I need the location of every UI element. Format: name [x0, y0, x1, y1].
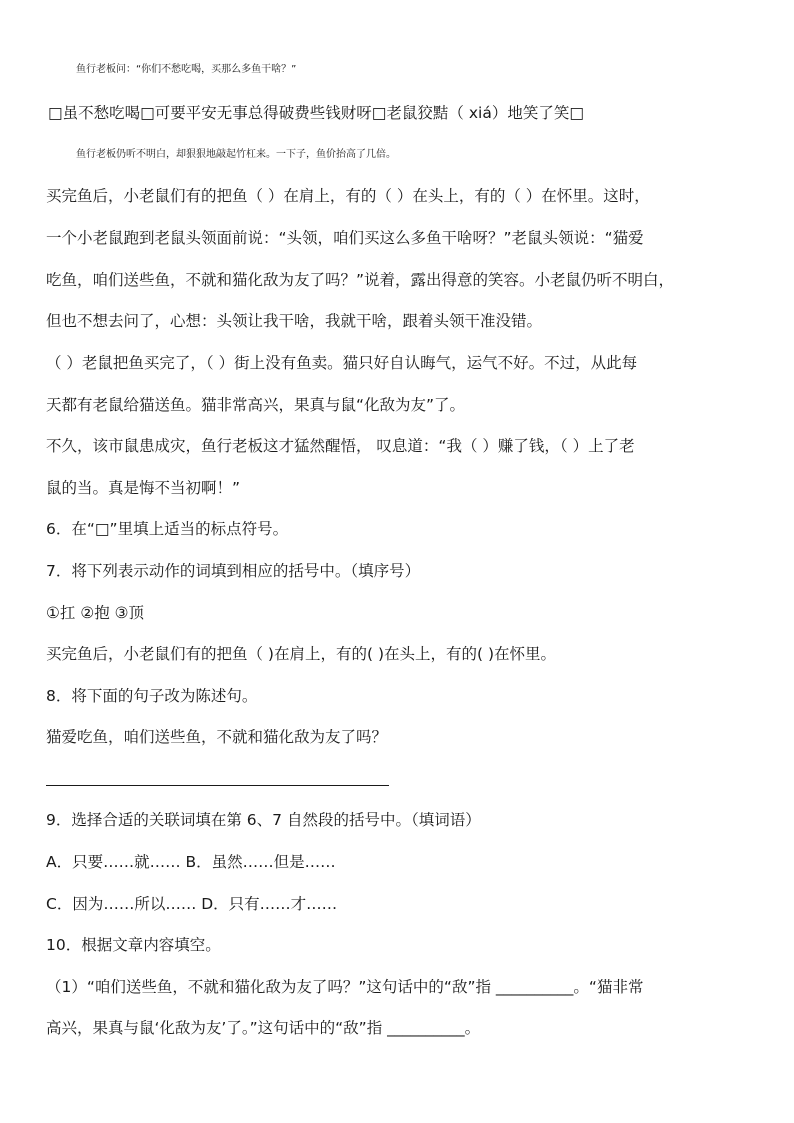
question-10-1-line-2: 高兴，果真与鼠‘化敌为友’了。”这句话中的“敌”指 __________。 — [46, 1019, 481, 1037]
passage-paragraph-5-line-1: （ ）老鼠把鱼买完了，（ ）街上没有鱼卖。猫只好自认晦气，运气不好。不过，从此每 — [46, 354, 638, 372]
passage-paragraph-4-line-1: 买完鱼后，小老鼠们有的把鱼（ ）在肩上，有的（ ）在头上，有的（ ）在怀里。这时， — [46, 187, 650, 205]
passage-paragraph-5-line-2: 天都有老鼠给猫送鱼。猫非常高兴，果真与鼠“化敌为友”了。 — [46, 396, 466, 414]
question-7-sentence: 买完鱼后，小老鼠们有的把鱼（ )在肩上，有的( )在头上，有的( )在怀里。 — [46, 645, 557, 663]
question-10: 10．根据文章内容填空。 — [46, 936, 221, 954]
question-9-options-ab: A．只要……就…… B．虽然……但是…… — [46, 853, 336, 871]
passage-paragraph-4-line-4: 但也不想去问了，心想：头领让我干啥，我就干啥，跟着头领干准没错。 — [46, 312, 543, 330]
passage-paragraph-price-raise: 鱼行老板仍听不明白，却狠狠地敲起竹杠来。一下子，鱼价抬高了几倍。 — [76, 149, 396, 160]
question-7-options: ①扛 ②抱 ③顶 — [46, 604, 145, 622]
passage-paragraph-punctuation-blanks: □虽不愁吃喝□可要平安无事总得破费些钱财呀□老鼠狡黠（ xiá）地笑了笑□ — [48, 104, 584, 122]
answer-line — [46, 785, 389, 786]
question-8: 8．将下面的句子改为陈述句。 — [46, 687, 258, 705]
passage-paragraph-4-line-2: 一个小老鼠跑到老鼠头领面前说：“头领，咱们买这么多鱼干啥呀？”老鼠头领说：“猫爱 — [46, 229, 644, 247]
question-9-options-cd: C．因为……所以…… D．只有……才…… — [46, 895, 338, 913]
question-9: 9．选择合适的关联词填在第 6、7 自然段的括号中。（填词语） — [46, 811, 481, 829]
passage-paragraph-4-line-3: 吃鱼，咱们送些鱼，不就和猫化敌为友了吗？”说着，露出得意的笑容。小老鼠仍听不明白， — [46, 271, 675, 289]
question-7: 7．将下列表示动作的词填到相应的括号中。（填序号） — [46, 562, 421, 580]
passage-paragraph-owner-question: 鱼行老板问：“你们不愁吃喝，买那么多鱼干啥？” — [76, 64, 297, 75]
question-10-1-line-1: （1）“咱们送些鱼，不就和猫化敌为友了吗？”这句话中的“敌”指 __________。“猫非常 — [46, 978, 644, 996]
passage-paragraph-6-line-1: 不久，该市鼠患成灾，鱼行老板这才猛然醒悟， 叹息道：“我（ ）赚了钱，（ ）上了老 — [46, 437, 635, 455]
question-6: 6．在“□”里填上适当的标点符号。 — [46, 520, 289, 538]
question-8-sentence: 猫爱吃鱼，咱们送些鱼，不就和猫化敌为友了吗？ — [46, 728, 388, 746]
passage-paragraph-6-line-2: 鼠的当。真是悔不当初啊！” — [46, 479, 241, 497]
